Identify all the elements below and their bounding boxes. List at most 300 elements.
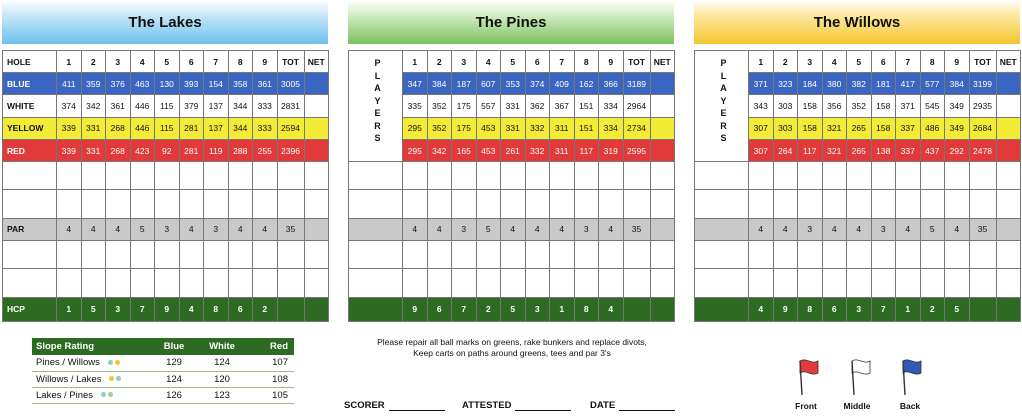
score-cell[interactable] [349,162,403,190]
date-label: DATE [590,400,616,411]
yardage-cell: 331 [501,117,526,139]
score-cell[interactable] [525,162,550,190]
score-cell[interactable] [650,190,675,218]
score-cell[interactable] [574,269,599,297]
yardage-cell: 137 [204,117,229,139]
score-cell[interactable] [871,241,896,269]
hole-number: TOT [969,51,996,73]
score-cell[interactable] [623,162,650,190]
score-cell[interactable] [204,269,229,297]
score-cell[interactable] [525,269,550,297]
player-score-row[interactable] [349,241,675,269]
yardage-cell: 115 [155,117,180,139]
score-cell[interactable] [650,162,675,190]
yardage-cell: 334 [599,95,624,117]
player-score-row[interactable] [3,269,329,297]
par-label [349,218,403,240]
score-cell[interactable] [304,269,329,297]
score-cell[interactable] [550,241,575,269]
score-cell[interactable] [969,269,996,297]
attested-line[interactable] [462,400,571,411]
score-cell[interactable] [599,162,624,190]
score-cell[interactable] [204,241,229,269]
score-cell[interactable] [253,241,278,269]
score-cell[interactable] [304,190,329,218]
score-cell[interactable] [501,162,526,190]
score-cell[interactable] [599,269,624,297]
hole-number: NET [996,51,1021,73]
score-cell[interactable] [650,241,675,269]
players-letter: P [720,58,727,68]
hole-number: 1 [57,51,82,73]
score-cell[interactable] [81,241,106,269]
score-cell[interactable] [476,269,501,297]
score-cell[interactable] [798,190,823,218]
score-cell[interactable] [349,190,403,218]
yardage-cell: 384 [427,73,452,95]
hcp-cell [304,297,329,321]
score-cell[interactable] [822,162,847,190]
score-cell[interactable] [798,241,823,269]
course-dot-icon [115,360,120,365]
yardage-cell: 2478 [969,139,996,161]
course-dot-icon [116,376,121,381]
score-cell[interactable] [501,241,526,269]
par-cell [304,218,329,240]
score-cell[interactable] [155,241,180,269]
yardage-cell: 2964 [623,95,650,117]
attested-label: ATTESTED [462,400,512,411]
score-cell[interactable] [550,269,575,297]
score-cell[interactable] [204,190,229,218]
score-cell[interactable] [403,190,428,218]
score-cell[interactable] [945,190,970,218]
par-cell: 35 [277,218,304,240]
score-cell[interactable] [749,241,774,269]
score-cell[interactable] [773,190,798,218]
hcp-cell [623,297,650,321]
score-cell[interactable] [896,162,921,190]
score-cell[interactable] [106,269,131,297]
score-cell[interactable] [228,162,253,190]
score-cell[interactable] [476,190,501,218]
yardage-cell: 321 [822,139,847,161]
score-cell[interactable] [574,162,599,190]
hcp-cell: 7 [452,297,477,321]
score-cell[interactable] [277,162,304,190]
scorer-label: SCORER [344,400,385,411]
hole-number: 8 [574,51,599,73]
yardage-cell: 331 [81,139,106,161]
tee-name: YELLOW [3,117,57,139]
score-cell[interactable] [945,269,970,297]
score-cell[interactable] [550,162,575,190]
score-cell[interactable] [57,269,82,297]
net-cell[interactable] [996,117,1021,139]
score-cell[interactable] [945,241,970,269]
score-cell[interactable] [773,269,798,297]
score-cell[interactable] [179,190,204,218]
hole-number: 9 [253,51,278,73]
hcp-cell: 9 [403,297,428,321]
hole-number: 2 [427,51,452,73]
score-cell[interactable] [599,241,624,269]
players-label [349,51,403,162]
score-cell[interactable] [871,190,896,218]
yardage-cell: 361 [106,95,131,117]
score-cell[interactable] [501,190,526,218]
score-cell[interactable] [130,162,155,190]
score-cell[interactable] [81,190,106,218]
hcp-cell: 7 [871,297,896,321]
score-cell[interactable] [3,241,57,269]
slope-header-label: Slope Rating [32,338,150,355]
slope-white: 123 [198,387,246,403]
score-cell[interactable] [847,269,872,297]
hole-number: 4 [130,51,155,73]
score-cell[interactable] [277,241,304,269]
note-line-2: Keep carts on paths around greens, tees and par 3's [413,348,611,358]
par-cell: 4 [106,218,131,240]
yardage-cell: 347 [403,73,428,95]
hole-number: 2 [773,51,798,73]
score-cell[interactable] [204,162,229,190]
score-cell[interactable] [452,162,477,190]
yardage-cell: 117 [574,139,599,161]
par-cell: 4 [228,218,253,240]
score-cell[interactable] [822,190,847,218]
lakes-scorecard [2,50,329,322]
score-cell[interactable] [81,269,106,297]
hole-number: NET [650,51,675,73]
yardage-cell: 339 [57,117,82,139]
yardage-cell: 371 [749,73,774,95]
score-cell[interactable] [695,162,749,190]
score-cell[interactable] [349,269,403,297]
hole-number: 7 [550,51,575,73]
player-score-row[interactable] [349,269,675,297]
score-cell[interactable] [3,269,57,297]
score-cell[interactable] [847,162,872,190]
score-cell[interactable] [427,269,452,297]
par-cell: 3 [155,218,180,240]
hcp-label [695,297,749,321]
score-cell[interactable] [969,190,996,218]
yardage-cell: 453 [476,139,501,161]
score-cell[interactable] [179,269,204,297]
score-cell[interactable] [896,190,921,218]
par-cell: 4 [81,218,106,240]
yardage-cell: 334 [599,117,624,139]
score-cell[interactable] [277,269,304,297]
scorer-line[interactable] [344,400,445,411]
yardage-cell: 344 [228,95,253,117]
score-cell[interactable] [847,241,872,269]
score-cell[interactable] [574,241,599,269]
score-cell[interactable] [179,241,204,269]
score-cell[interactable] [57,190,82,218]
score-cell[interactable] [847,190,872,218]
slope-course-cell [32,387,150,403]
score-cell[interactable] [695,269,749,297]
handicap-row [695,297,1021,321]
score-cell[interactable] [969,162,996,190]
score-cell[interactable] [920,190,945,218]
yardage-cell: 362 [525,95,550,117]
tee-name: RED [3,139,57,161]
net-cell[interactable] [304,73,329,95]
yardage-cell: 343 [749,95,774,117]
hcp-cell: 8 [798,297,823,321]
score-cell[interactable] [253,162,278,190]
score-cell[interactable] [130,190,155,218]
score-cell[interactable] [476,162,501,190]
slope-row [32,387,294,403]
score-cell[interactable] [798,269,823,297]
slope-header-red: Red [246,338,294,355]
net-cell[interactable] [996,73,1021,95]
score-cell[interactable] [81,162,106,190]
score-cell[interactable] [452,190,477,218]
yardage-cell: 268 [106,139,131,161]
hole-number: 1 [403,51,428,73]
score-cell[interactable] [106,190,131,218]
score-cell[interactable] [3,190,57,218]
score-cell[interactable] [996,241,1021,269]
hcp-cell: 2 [253,297,278,321]
handicap-row [349,297,675,321]
yardage-cell: 138 [871,139,896,161]
score-cell[interactable] [871,269,896,297]
par-cell: 3 [204,218,229,240]
yardage-cell: 352 [427,117,452,139]
score-cell[interactable] [452,269,477,297]
score-cell[interactable] [749,269,774,297]
slope-blue: 126 [150,387,198,403]
score-cell[interactable] [501,269,526,297]
pines-title: The Pines [348,0,674,44]
par-cell: 3 [574,218,599,240]
player-score-row[interactable] [695,162,1021,190]
score-cell[interactable] [349,241,403,269]
par-cell: 3 [798,218,823,240]
net-cell[interactable] [996,95,1021,117]
hcp-cell: 4 [749,297,774,321]
score-cell[interactable] [871,162,896,190]
yardage-cell: 303 [773,95,798,117]
hcp-cell: 2 [920,297,945,321]
score-cell[interactable] [130,269,155,297]
score-cell[interactable] [599,190,624,218]
hole-number: TOT [277,51,304,73]
score-cell[interactable] [403,162,428,190]
net-cell[interactable] [650,139,675,161]
score-cell[interactable] [623,241,650,269]
yardage-cell: 361 [253,73,278,95]
score-cell[interactable] [525,190,550,218]
score-cell[interactable] [798,162,823,190]
score-cell[interactable] [996,269,1021,297]
par-label: PAR [3,218,57,240]
yardage-cell: 371 [896,95,921,117]
hcp-label: HCP [3,297,57,321]
score-cell[interactable] [179,162,204,190]
par-row [695,218,1021,240]
yardage-cell: 3199 [969,73,996,95]
course-dot-icon [108,392,113,397]
score-cell[interactable] [106,241,131,269]
net-cell[interactable] [304,139,329,161]
players-letter: A [374,83,381,93]
score-cell[interactable] [920,241,945,269]
score-cell[interactable] [650,269,675,297]
score-cell[interactable] [945,162,970,190]
score-cell[interactable] [106,162,131,190]
score-cell[interactable] [155,162,180,190]
yardage-cell: 367 [550,95,575,117]
yardage-cell: 557 [476,95,501,117]
player-score-row[interactable] [695,241,1021,269]
score-cell[interactable] [3,162,57,190]
front-flag-label: Front [795,401,817,411]
yardage-cell: 607 [476,73,501,95]
date-line[interactable] [590,400,675,411]
score-cell[interactable] [525,241,550,269]
yardage-cell: 379 [179,95,204,117]
player-score-row[interactable] [695,190,1021,218]
score-cell[interactable] [228,190,253,218]
score-cell[interactable] [476,241,501,269]
hcp-cell: 9 [773,297,798,321]
score-cell[interactable] [253,269,278,297]
player-score-row[interactable] [349,190,675,218]
hole-number: 3 [106,51,131,73]
score-cell[interactable] [749,190,774,218]
yardage-cell: 117 [798,139,823,161]
par-row [3,218,329,240]
hole-number: 7 [896,51,921,73]
score-cell[interactable] [277,190,304,218]
score-cell[interactable] [920,269,945,297]
score-cell[interactable] [996,190,1021,218]
slope-rating-table [32,338,294,404]
score-cell[interactable] [773,241,798,269]
willows-scorecard [694,50,1021,322]
player-score-row[interactable] [3,241,329,269]
hole-number: 4 [822,51,847,73]
score-cell[interactable] [574,190,599,218]
yardage-cell: 311 [550,117,575,139]
net-cell[interactable] [650,73,675,95]
score-cell[interactable] [452,241,477,269]
score-cell[interactable] [623,190,650,218]
score-cell[interactable] [749,162,774,190]
par-cell: 5 [130,218,155,240]
yardage-cell: 374 [57,95,82,117]
score-cell[interactable] [427,162,452,190]
yardage-cell: 337 [896,117,921,139]
score-cell[interactable] [822,241,847,269]
player-score-row[interactable] [3,190,329,218]
hcp-cell: 6 [228,297,253,321]
players-label [695,51,749,162]
score-cell[interactable] [896,269,921,297]
score-cell[interactable] [403,269,428,297]
yardage-cell: 158 [871,95,896,117]
score-cell[interactable] [57,162,82,190]
yardage-cell: 349 [945,95,970,117]
hole-number: 5 [501,51,526,73]
yardage-cell: 349 [945,117,970,139]
yardage-cell: 165 [452,139,477,161]
handicap-row [3,297,329,321]
score-cell[interactable] [253,190,278,218]
yardage-cell: 2595 [623,139,650,161]
yardage-cell: 151 [574,117,599,139]
net-cell[interactable] [996,139,1021,161]
par-cell [650,218,675,240]
score-cell[interactable] [920,162,945,190]
score-cell[interactable] [773,162,798,190]
score-cell[interactable] [427,241,452,269]
yardage-cell: 2935 [969,95,996,117]
score-cell[interactable] [304,241,329,269]
score-cell[interactable] [130,241,155,269]
score-cell[interactable] [155,190,180,218]
score-cell[interactable] [550,190,575,218]
player-score-row[interactable] [349,162,675,190]
slope-red: 105 [246,387,294,403]
score-cell[interactable] [304,162,329,190]
yardage-cell: 292 [945,139,970,161]
par-cell: 4 [525,218,550,240]
net-cell[interactable] [650,95,675,117]
yardage-cell: 339 [57,139,82,161]
score-cell[interactable] [969,241,996,269]
yardage-cell: 446 [130,95,155,117]
back-flag-label: Back [899,401,921,411]
score-cell[interactable] [228,269,253,297]
players-letter: S [374,133,381,143]
yardage-cell: 175 [452,95,477,117]
net-cell[interactable] [304,117,329,139]
score-cell[interactable] [695,241,749,269]
par-label [695,218,749,240]
net-cell[interactable] [650,117,675,139]
yardage-cell: 295 [403,117,428,139]
players-letter: Y [720,95,727,106]
score-cell[interactable] [57,241,82,269]
score-cell[interactable] [427,190,452,218]
score-cell[interactable] [228,241,253,269]
score-cell[interactable] [822,269,847,297]
hcp-cell: 9 [155,297,180,321]
net-cell[interactable] [304,95,329,117]
par-cell: 4 [403,218,428,240]
score-cell[interactable] [896,241,921,269]
player-score-row[interactable] [695,269,1021,297]
yardage-cell: 486 [920,117,945,139]
hole-number: 8 [920,51,945,73]
score-cell[interactable] [155,269,180,297]
score-cell[interactable] [623,269,650,297]
player-score-row[interactable] [3,162,329,190]
score-cell[interactable] [695,190,749,218]
yardage-cell: 331 [81,117,106,139]
slope-header-white: White [198,338,246,355]
score-cell[interactable] [403,241,428,269]
score-cell[interactable] [996,162,1021,190]
